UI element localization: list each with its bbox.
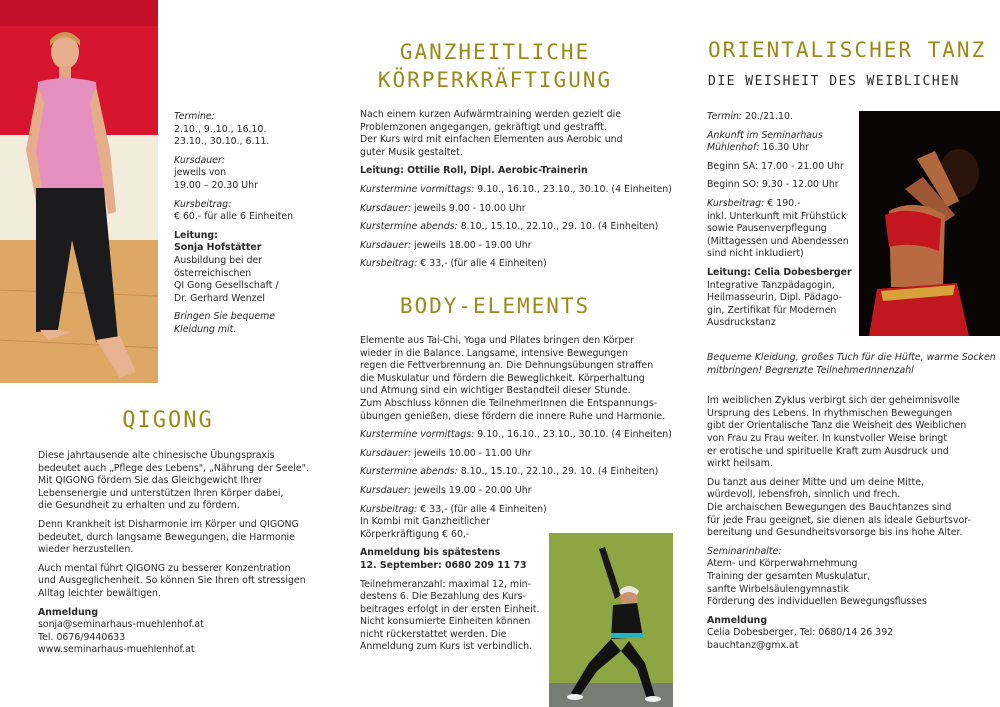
body-teilnehmer-line: Teilnehmeranzahl: maximal 12, min- <box>360 578 531 590</box>
orient-para1-line: Ursprung des Lebens. In rhythmischen Bewegungen <box>707 407 953 419</box>
qigong-para3-line: und Ausgeglichenheit. So können Sie Ihren oft stressigen <box>38 575 306 587</box>
body-teilnehmer-line: nicht rückerstattet werden. Die <box>360 628 507 640</box>
qigong-para1-line: bedeutet auch „Pflege des Lebens", „Nährung der Seele". <box>38 462 309 474</box>
orient-hinweis-line: mitbringen! Begrenzte TeilnehmerInnenzahl <box>707 364 914 376</box>
orientalischer-title: ORIENTALISCHER TANZ <box>708 38 987 62</box>
orient-beitrag-line: (Mittagessen und Abendessen <box>707 235 849 247</box>
qigong-website[interactable]: www.seminarhaus-muehlenhof.at <box>38 644 195 656</box>
qigong-phone: Tel. 0676/9440633 <box>38 631 126 643</box>
qigong-photo <box>0 0 158 383</box>
body-intro-line: wieder in die Balance. Langsame, intensive Bewegungen <box>360 347 628 359</box>
ganzheitliche-leitung: Leitung: Ottilie Roll, Dipl. Aerobic-Trainerin <box>360 165 588 177</box>
termine-line: 23.10., 30.10., 6.11. <box>174 136 270 148</box>
termine-label: Termine: <box>174 111 215 122</box>
body-intro-line: übungen genießen, diese fördern die innere Ruhe und Harmonie. <box>360 410 666 422</box>
ganzheitliche-intro-line: Nach einem kurzen Aufwärmtraining werden gezielt die <box>360 109 621 120</box>
orient-inhalte-label: Seminarinhalte: <box>707 545 782 557</box>
qigong-para2-line: Denn Krankheit ist Disharmonie im Körper und QIGONG <box>38 518 299 530</box>
body-elements-photo <box>549 533 673 707</box>
ganzheitliche-beitrag: Kursbeitrag: € 33,- (für alle 4 Einheiten) <box>360 258 547 270</box>
body-kursdauer1: Kursdauer: jeweils 10.00 - 11.00 Uhr <box>360 447 532 459</box>
body-intro-line: und Atmung sind ein wichtiger Bestandteil dieser Stunde. <box>360 385 631 397</box>
kursdauer-label: Kursdauer: <box>174 154 225 166</box>
qigong-title: QIGONG <box>122 408 214 433</box>
leitung-bio-line: österreichischen <box>174 267 252 279</box>
orient-leitung-line: Heilmasseurin, Dipl. Pädago- <box>707 292 842 304</box>
ganzheitliche-kursdauer2: Kursdauer: jeweils 18.00 - 19.00 Uhr <box>360 239 532 251</box>
belly-dancer-photo <box>859 111 1000 336</box>
orient-para1-line: gibt der Orientalische Tanz die Weisheit des Weiblichen <box>707 420 967 432</box>
orient-inhalte-line: Förderung des individuellen Bewegungsflusses <box>707 596 927 608</box>
orient-para2-line: bereitung und Gesundheitsvorsorge bis ins hohe Alter. <box>707 527 963 539</box>
orient-para2-line: Du tanzt aus deiner Mitte und um deine Mitte, <box>707 476 924 488</box>
orient-para2-line: für jede Frau geeignet, sie dienen als ideale Geburtsvor- <box>707 514 971 526</box>
body-intro-line: regen die Fettverbrennung an. Die Dehnungsübungen straffen <box>360 360 654 372</box>
leitung-bio-line: Dr. Gerhard Wenzel <box>174 292 265 304</box>
body-intro-line: Elemente aus Tai-Chi, Yoga und Pilates bringen den Körper <box>360 335 634 346</box>
ganzheitliche-intro-line: Problemzonen angegangen, gekräftigt und gestrafft. <box>360 121 607 133</box>
body-elements-title: BODY-ELEMENTS <box>399 294 591 318</box>
orient-hinweis-line: Bequeme Kleidung, großes Tuch für die Hüfte, warme Socken <box>707 352 996 363</box>
orient-inhalte-line: Atem- und Körperwahrnehmung <box>707 558 858 570</box>
kursdauer-line: jeweils von <box>174 167 227 179</box>
note-line: Bringen Sie bequeme <box>174 311 276 323</box>
orient-beginn-sa: Beginn SA: 17.00 - 21.00 Uhr <box>707 160 844 172</box>
orient-beitrag-line: inkl. Unterkunft mit Frühstück <box>707 210 847 222</box>
qigong-info-block <box>174 111 294 337</box>
body-intro-line: die Muskulatur und fördern die Beweglichkeit. Körperhaltung <box>360 372 645 384</box>
body-intro-line: Zum Abschluss können die TeilnehmerInnen die Entspannungs- <box>360 397 658 409</box>
body-vormittags: Kurstermine vormittags: 9.10., 16.10., 23.10., 30.10. (4 Einheiten) <box>360 429 672 441</box>
leitung-name: Sonja Hofstätter <box>174 242 262 254</box>
qigong-para3-line: Alltag leichter bewältigen. <box>38 587 161 599</box>
body-teilnehmer-line: destens 6. Die Bezahlung des Kurs- <box>360 591 526 603</box>
body-teilnehmer-line: Anmeldung zum Kurs ist verbindlich. <box>360 641 532 653</box>
qigong-para3-line: Auch mental führt QIGONG zu besserer Konzentration <box>38 562 291 574</box>
orient-inhalte-line: Training der gesamten Muskulatur, <box>707 570 871 582</box>
ganzheitliche-abends: Kurstermine abends: 8.10., 15.10., 22.10., 29. 10. (4 Einheiten) <box>360 221 659 233</box>
orient-leitung-label: Leitung: Celia Dobesberger <box>707 266 852 278</box>
orient-ankunft-line: Mühlenhof: 16.30 Uhr <box>707 142 809 154</box>
kursdauer-line: 19.00 – 20.30 Uhr <box>174 179 258 191</box>
body-teilnehmer-line: beitrages erfolgt in der ersten Einheit. <box>360 603 540 615</box>
orient-leitung-line: Ausdruckstanz <box>707 317 776 329</box>
leitung-label: Leitung: <box>174 229 218 241</box>
orient-termin: Termin: 20./21.10. <box>707 111 793 122</box>
qigong-anmeldung-label: Anmeldung <box>38 606 99 618</box>
orient-anmeldung-label: Anmeldung <box>707 614 768 626</box>
orient-contact-email[interactable]: bauchtanz@gmx.at <box>707 639 799 651</box>
body-beitrag: Kursbeitrag: € 33,- (für alle 4 Einheiten) <box>360 503 547 515</box>
orient-leitung-line: Integrative Tanzpädagogin, <box>707 279 835 291</box>
qigong-text <box>38 450 310 657</box>
qigong-para1-line: die Gesundheit zu erhalten und zu fördern. <box>38 500 240 512</box>
orient-contact-phone: Celia Dobesberger, Tel: 0680/14 26 392 <box>707 627 894 639</box>
orient-para2-line: würdevoll, lebensfroh, sinnlich und frech. <box>707 489 901 501</box>
orientalischer-subtitle: DIE WEISHEIT DES WEIBLICHEN <box>708 74 960 89</box>
ganzheitliche-title-line2: KÖRPERKRÄFTIGUNG <box>377 68 613 92</box>
body-anmeldung-date: 12. September: 0680 209 11 73 <box>360 559 527 571</box>
orient-beitrag-line: sowie Pausenverpflegung <box>707 223 827 235</box>
orient-leitung-line: gin, Zertifikat für Modernen <box>707 304 837 316</box>
body-kursdauer2: Kursdauer: jeweils 19.00 - 20.00 Uhr <box>360 484 532 496</box>
leitung-bio-line: QI Gong Gesellschaft / <box>174 280 279 292</box>
body-kombi-line: Körperkräftigung € 60,- <box>360 528 470 540</box>
orient-para1-line: er erotische und spirituelle Kraft zum Ausdruck und <box>707 445 949 457</box>
orient-para2-line: Die archaischen Bewegungen des Bauchtanzes sind <box>707 501 952 513</box>
orient-inhalte-line: sanfte Wirbelsäulengymnastik <box>707 583 849 595</box>
qigong-para2-line: wieder herzustellen. <box>38 544 134 556</box>
qigong-para1-line: Lebensenergie und unterstützen Ihren Körper dabei, <box>38 487 284 499</box>
orient-beginn-so: Beginn SO: 9.30 - 12.00 Uhr <box>707 179 839 191</box>
termine-line: 2.10., 9.,10., 16.10. <box>174 123 267 135</box>
body-anmeldung-title: Anmeldung bis spätestens <box>360 547 501 559</box>
ganzheitliche-intro-line: guter Musik gestaltet. <box>360 146 463 158</box>
qigong-para1-line: Mit QIGONG fördern Sie das Gleichgewicht Ihrer <box>38 475 263 487</box>
ganzheitliche-vormittags: Kurstermine vormittags: 9.10., 16.10., 23.10., 30.10. (4 Einheiten) <box>360 183 672 195</box>
leitung-bio-line: Ausbildung bei der <box>174 254 263 266</box>
ganzheitliche-title-line1: GANZHEITLICHE <box>399 40 591 64</box>
ganzheitliche-intro-line: Der Kurs wird mit einfachen Elementen aus Aerobic und <box>360 134 623 146</box>
qigong-para1-line: Diese jahrtausende alte chinesische Übungspraxis <box>38 450 275 461</box>
ganzheitliche-title <box>360 38 630 94</box>
orient-para1-line: Im weiblichen Zyklus verbirgt sich der geheimnisvolle <box>707 395 960 407</box>
orient-ankunft-line: Ankunft im Seminarhaus <box>707 129 823 141</box>
body-kombi-line: In Kombi mit Ganzheitlicher <box>360 516 490 528</box>
orient-beitrag: Kursbeitrag: € 190.- <box>707 197 801 209</box>
orient-beitrag-line: sind nicht inkludiert) <box>707 248 804 260</box>
body-teilnehmer-line: Nicht konsumierte Einheiten können <box>360 616 531 628</box>
note-line: Kleidung mit. <box>174 323 237 335</box>
kursbeitrag-label: Kursbeitrag: <box>174 198 232 210</box>
ganzheitliche-kursdauer1: Kursdauer: jeweils 9.00 - 10.00 Uhr <box>360 202 526 214</box>
orientalischer-text <box>707 352 996 652</box>
qigong-para2-line: bedeutet, durch langsame Bewegungen, die Harmonie <box>38 531 295 543</box>
orient-para1-line: von Frau zu Frau weiter. In kunstvoller Weise bringt <box>707 432 948 444</box>
qigong-email[interactable]: sonja@seminarhaus-muehlenhof.at <box>38 619 204 631</box>
kursbeitrag-value: € 60.- für alle 6 Einheiten <box>174 211 294 223</box>
body-abends: Kurstermine abends: 8.10., 15.10., 22.10., 29. 10. (4 Einheiten) <box>360 466 659 478</box>
orient-para1-line: wirkt heilsam. <box>707 458 773 470</box>
ganzheitliche-text <box>360 109 672 271</box>
orientalischer-info-block <box>707 111 855 330</box>
